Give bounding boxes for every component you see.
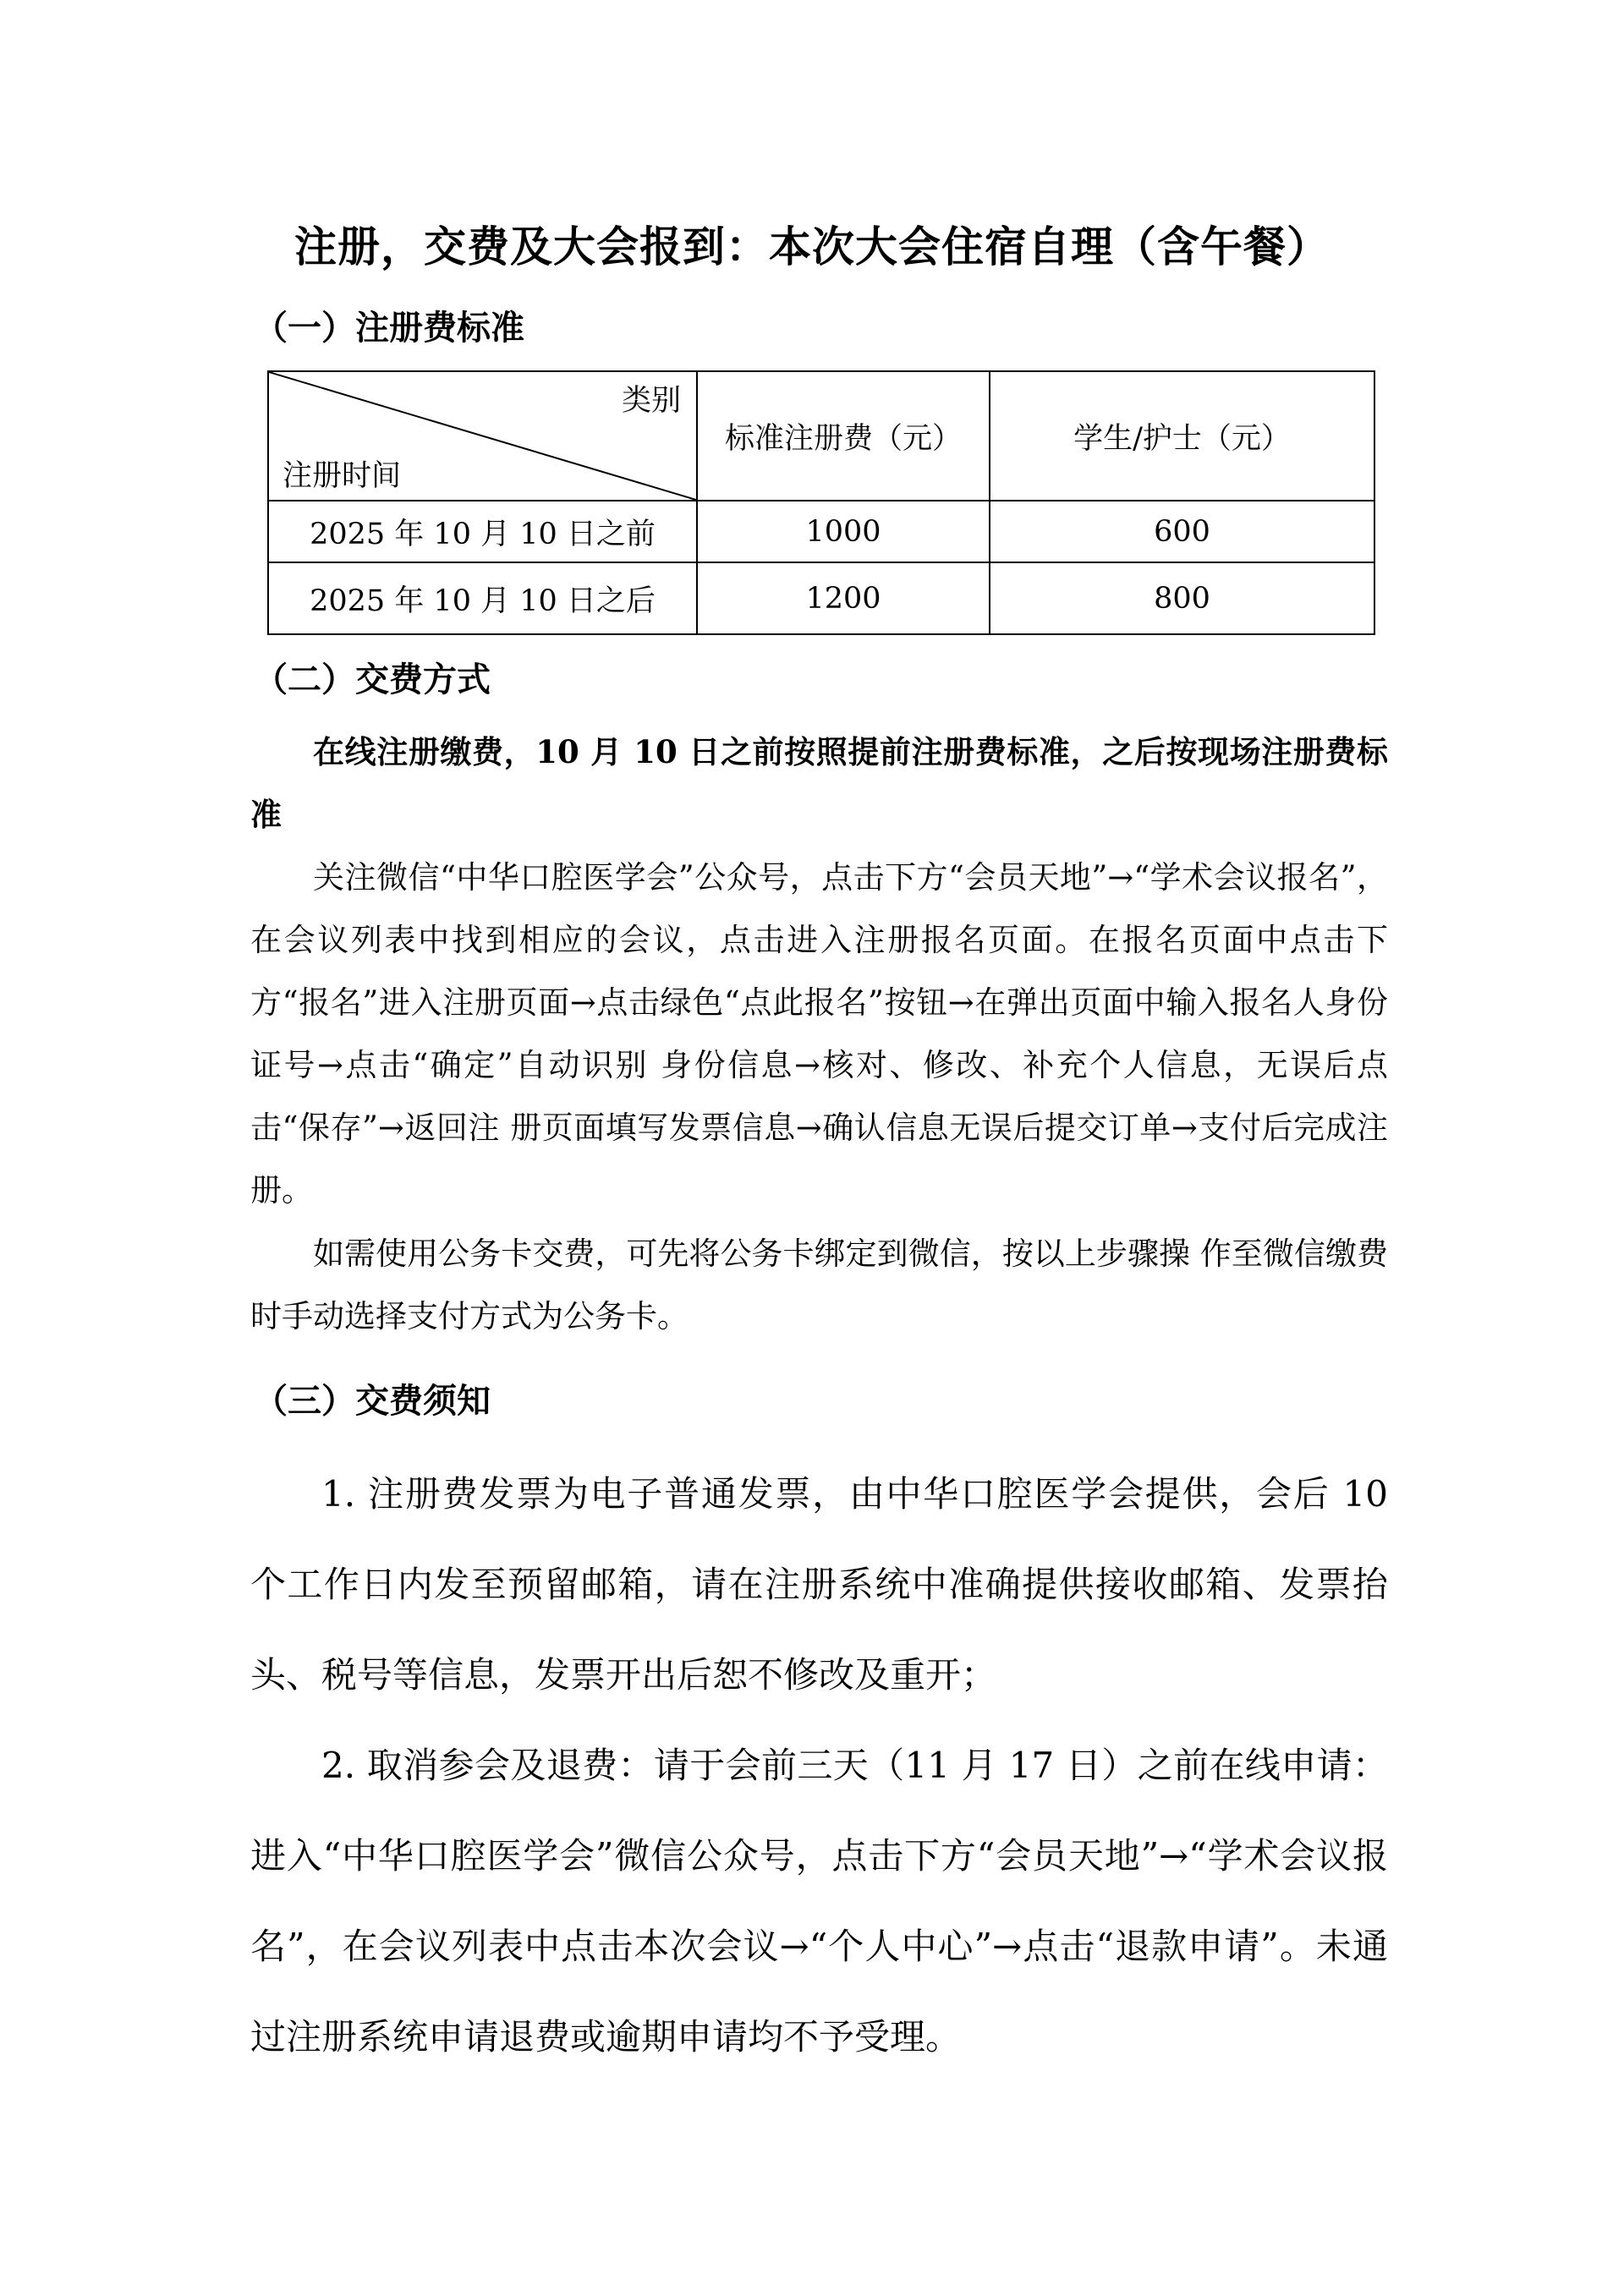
section-heading-payment-method: （二）交费方式	[254, 660, 491, 699]
col-header-student: 学生/护士（元）	[990, 371, 1374, 501]
table-header-row	[268, 371, 1374, 501]
payment-steps-paragraph: 关注微信“中华口腔医学会”公众号，点击下方“会员天地”→“学术会议报名”，在会议列表中找到相应的会议，点击进入注册报名页面。在报名页面中点击下方“报名”进入注册页面→点击绿色“点此报名”按钮→在弹出页面中输入报名人身份证号→点击“确定”自动识别 身份信息→核对、修改、补充个人信息，无误后点击“保存”→返回注 册页面填写发票信息→确认信息无误后提交订单→支付后完成注册。	[250, 859, 1388, 1208]
cell-standard-fee: 1200	[697, 562, 990, 634]
cell-student-fee: 800	[990, 562, 1374, 634]
table-corner-cell	[268, 371, 697, 501]
section-heading-fee-standard: （一）注册费标准	[254, 308, 524, 348]
cell-period: 2025 年 10 月 10 日之后	[268, 562, 697, 634]
table-row	[268, 501, 1374, 562]
official-card-paragraph: 如需使用公务卡交费，可先将公务卡绑定到微信，按以上步骤操 作至微信缴费时手动选择支付方式为公务卡。	[250, 1236, 1388, 1334]
invoice-notice-paragraph: 1. 注册费发票为电子普通发票，由中华口腔医学会提供，会后 10 个工作日内发至预留邮箱，请在注册系统中准确提供接收邮箱、发票抬头、税号等信息，发票开出后恕不修改及重开；	[250, 1473, 1388, 1696]
payment-online-paragraph: 在线注册缴费，10 月 10 日之前按照提前注册费标准，之后按现场注册费标准	[250, 733, 1388, 833]
refund-notice-paragraph: 2. 取消参会及退费：请于会前三天（11 月 17 日）之前在线申请：进入“中华口腔医学会”微信公众号，点击下方“会员天地”→“学术会议报名”，在会议列表中点击本次会议→“个人中心”→点击“退款申请”。未通过注册系统申请退费或逾期申请均不予受理。	[250, 1745, 1388, 2058]
section-heading-payment-notice: （三）交费须知	[254, 1381, 491, 1421]
cell-student-fee: 600	[990, 501, 1374, 562]
cell-standard-fee: 1000	[697, 501, 990, 562]
corner-label-time: 注册时间	[283, 459, 402, 493]
table-row	[268, 562, 1374, 634]
corner-label-category: 类别	[621, 384, 681, 418]
page-title: 注册，交费及大会报到：本次大会住宿自理（含午餐）	[294, 222, 1330, 271]
cell-period: 2025 年 10 月 10 日之前	[268, 501, 697, 562]
fee-table	[267, 370, 1375, 635]
col-header-standard: 标准注册费（元）	[697, 371, 990, 501]
